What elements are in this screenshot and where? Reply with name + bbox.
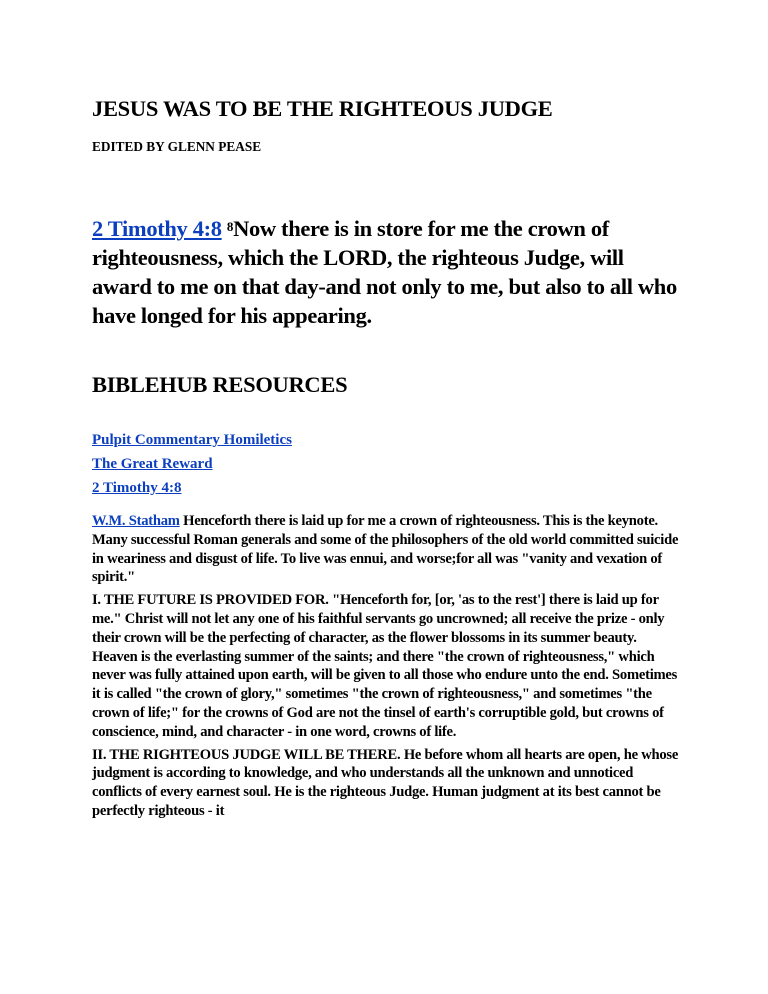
point-one-paragraph: I. THE FUTURE IS PROVIDED FOR. "Henceforth for, [or, 'as to the rest'] there is laid up for me." Christ will not let any one of his faithful servants go uncrowned; all receive the prize - only their crown will be the perfecting of character, as the flower blossoms in its summer beauty. Heaven is the everlasting summer of the saints; and there "the crown of righteousness," which never was fully attained upon earth, will be given to all those who endure unto the end. Sometimes it is called "the crown of glory," sometimes "the crown of righteousness," and sometimes "the crown of life;" for the crowns of God are not the tinsel of earth's corruptible gold, but crowns of conscience, mind, and character - in one word, crowns of life. (92, 592, 678, 740)
author-link[interactable]: W.M. Statham (92, 513, 180, 529)
verse-number: 8 (226, 219, 234, 234)
commentary-link[interactable]: Pulpit Commentary Homiletics (92, 432, 292, 448)
verse-reference-link[interactable]: 2 Timothy 4:8 (92, 216, 222, 241)
verse-text: Now there is in store for me the crown of righteousness, which the LORD, the righteous Judge, will award to me on that day-and not only to me, but also to all who have longed for his appearing. (92, 216, 677, 328)
section-heading: BIBLEHUB RESOURCES (92, 372, 348, 397)
verse-block (92, 214, 682, 330)
byline: EDITED BY GLENN PEASE (92, 139, 262, 154)
document-title: JESUS WAS TO BE THE RIGHTEOUS JUDGE (92, 96, 553, 121)
passage-link[interactable]: 2 Timothy 4:8 (92, 480, 182, 496)
resource-links (92, 428, 682, 500)
point-two-paragraph: II. THE RIGHTEOUS JUDGE WILL BE THERE. He before whom all hearts are open, he whose judgment is according to knowledge, and who understands all the unknown and unnoticed conflicts of every earnest soul. He is the righteous Judge. Human judgment at its best cannot be perfectly righteous - it (92, 746, 679, 819)
commentary-body (92, 512, 682, 825)
intro-paragraph (92, 512, 682, 587)
intro-text: Henceforth there is laid up for me a crown of righteousness. This is the keynote. Many successful Roman generals and some of the philosophers of the old world committed suicide in weariness and disgust of life. To live was ennui, and worse;for all was "vanity and vexation of spirit." (92, 513, 679, 586)
sermon-title-link[interactable]: The Great Reward (92, 456, 213, 472)
